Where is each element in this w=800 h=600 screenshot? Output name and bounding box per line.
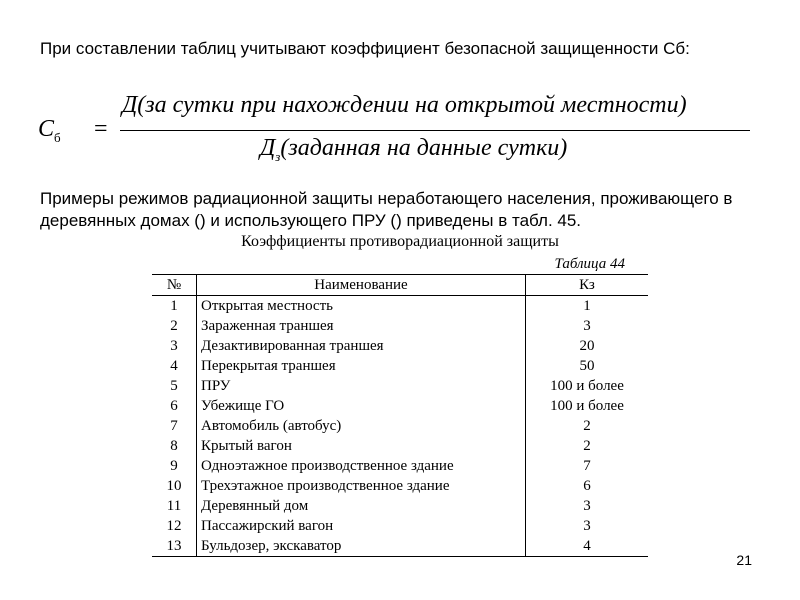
table-row xyxy=(152,436,648,456)
row-k: 1 xyxy=(583,298,591,314)
safety-coefficient-formula xyxy=(38,92,778,172)
row-num: 12 xyxy=(152,516,197,536)
table-row xyxy=(152,356,648,376)
header-name: Наименование xyxy=(197,275,526,296)
row-k: 100 и более xyxy=(550,378,624,394)
row-name: Убежище ГО xyxy=(197,396,526,416)
row-num: 6 xyxy=(152,396,197,416)
page-number: 21 xyxy=(736,552,752,568)
row-num: 8 xyxy=(152,436,197,456)
row-name: Бульдозер, экскаватор xyxy=(197,536,526,557)
formula-lhs xyxy=(38,116,61,146)
formula-denominator-subscript: з xyxy=(275,148,281,164)
row-name: Открытая местность xyxy=(197,296,526,317)
formula-denominator-text: (заданная на данные сутки) xyxy=(280,135,568,161)
row-num: 7 xyxy=(152,416,197,436)
header-num: № xyxy=(152,275,197,296)
row-k: 4 xyxy=(526,536,649,557)
table-row xyxy=(152,496,648,516)
examples-paragraph: Примеры режимов радиационной защиты неработающего населения, проживающего в деревянных домах () и использующего ПРУ () приведены в табл. 45. xyxy=(40,189,733,230)
row-name: Одноэтажное производственное здание xyxy=(197,456,526,476)
row-k: 3 xyxy=(583,498,591,514)
row-name: Трехэтажное производственное здание xyxy=(197,476,526,496)
formula-equals: = xyxy=(94,116,108,142)
formula-lhs-subscript: б xyxy=(54,129,61,145)
table-row xyxy=(152,396,648,416)
row-name: Деревянный дом xyxy=(197,496,526,516)
row-num: 9 xyxy=(152,456,197,476)
formula-numerator: Д(за сутки при нахождении на открытой местности) xyxy=(122,92,687,118)
row-num: 10 xyxy=(152,476,197,496)
table-number: Таблица 44 xyxy=(554,256,625,272)
table-row xyxy=(152,536,648,557)
row-num: 11 xyxy=(152,496,197,516)
row-name: Дезактивированная траншея xyxy=(197,336,526,356)
table-row xyxy=(152,296,648,317)
row-k: 6 xyxy=(583,478,591,494)
row-k: 2 xyxy=(583,418,591,434)
table-row xyxy=(152,316,648,336)
row-name: ПРУ xyxy=(197,376,526,396)
header-k: Кз xyxy=(526,275,649,296)
row-name: Крытый вагон xyxy=(197,436,526,456)
row-num: 1 xyxy=(152,296,197,317)
row-num: 4 xyxy=(152,356,197,376)
table-body xyxy=(152,296,648,557)
formula-denominator-symbol: Д xyxy=(260,135,276,161)
row-k: 20 xyxy=(579,338,595,354)
table-row xyxy=(152,456,648,476)
row-k: 50 xyxy=(579,358,595,374)
table-header-row xyxy=(152,275,648,296)
table-row xyxy=(152,516,648,536)
table-row xyxy=(152,376,648,396)
row-k: 100 и более xyxy=(550,398,624,414)
formula-denominator xyxy=(260,135,567,165)
row-k: 3 xyxy=(583,518,591,534)
row-name: Автомобиль (автобус) xyxy=(197,416,526,436)
row-num: 13 xyxy=(152,536,197,557)
row-k: 7 xyxy=(583,458,591,474)
table-row xyxy=(152,336,648,356)
row-num: 2 xyxy=(152,316,197,336)
fraction-bar xyxy=(120,130,750,131)
table-row xyxy=(152,476,648,496)
row-num: 3 xyxy=(152,336,197,356)
row-name: Зараженная траншея xyxy=(197,316,526,336)
table-row xyxy=(152,416,648,436)
intro-paragraph: При составлении таблиц учитывают коэффициент безопасной защищенности Сб: xyxy=(40,39,690,58)
row-name: Пассажирский вагон xyxy=(197,516,526,536)
row-num: 5 xyxy=(152,376,197,396)
row-k: 2 xyxy=(583,438,591,454)
row-k: 3 xyxy=(583,318,591,334)
formula-lhs-symbol: С xyxy=(38,116,55,142)
table-caption: Коэффициенты противорадиационной защиты xyxy=(241,233,559,250)
row-name: Перекрытая траншея xyxy=(197,356,526,376)
protection-coefficients-table xyxy=(152,274,648,557)
